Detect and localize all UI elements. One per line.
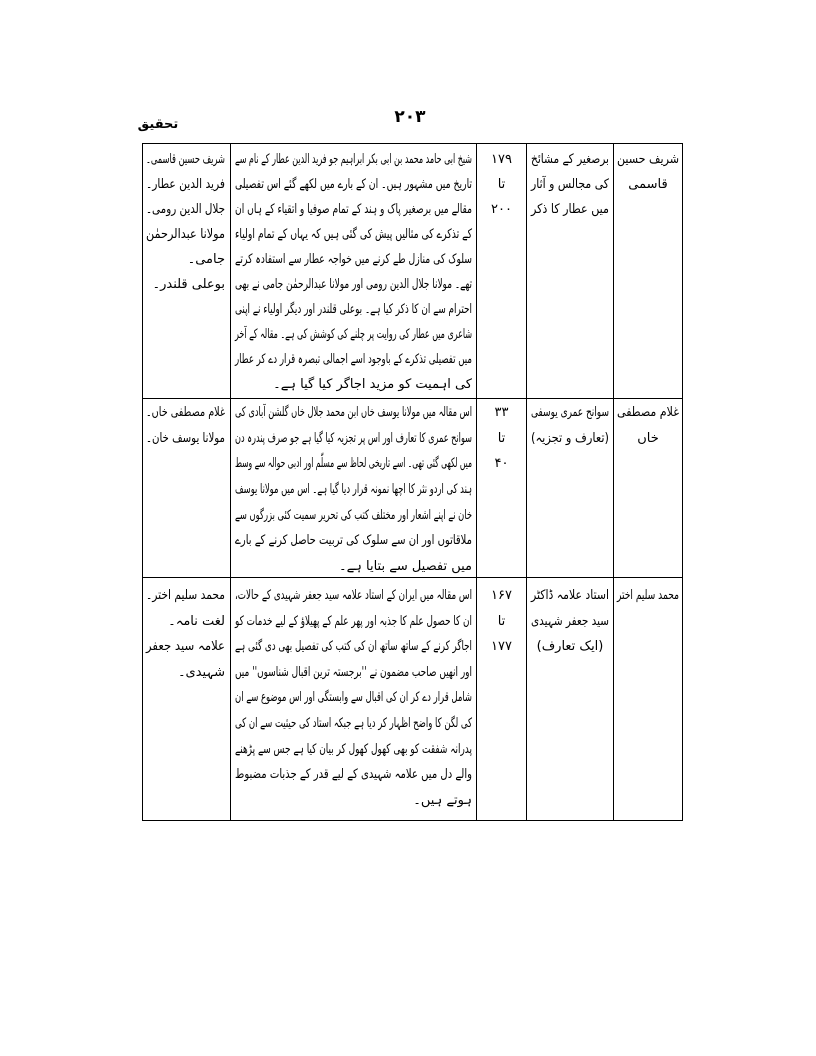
keyword-line: جلال الدین رومی۔ [146,202,225,217]
title-line: (تعارف و تجزیہ) [530,430,609,446]
table-row [143,144,682,398]
pages-line: ۱۷۹ [491,152,512,167]
summary-line: ان کا حصول علم کا جذبہ اور پھر علم کے پھیلاؤ کے لیے خدمات کو [235,613,472,629]
author-cell [613,144,682,398]
summary-line: شیخ ابی حامد محمد بن ابی بکر ابراہیم جو فرید الدین عطار کے نام سے [235,152,472,167]
page-number: ۲۰۳ [394,107,426,127]
summary-line: میں تفصیلی تذکرے کے باوجود اسے اجمالی تبصرہ قرار دے کر عطار [235,352,472,367]
keyword-line: مولانا عبدالرحمٰن [146,227,225,242]
summary-line: پدرانہ شفقت کو بھی کھول کھول کر بیان کیا ہے جس سے پڑھنے [234,741,472,757]
summary-line: مقالے میں برصغیر پاک و ہند کے تمام صوفیا و اتقیاء کے ہاں ان [234,202,472,217]
journal-name: تحقیق [137,117,179,132]
summary-line: والے دل میں علامہ شہیدی کے لیے قدر کے جذبات مضبوط [235,767,472,783]
table-row [143,398,682,577]
summary-cell [230,399,476,577]
author-cell [613,578,682,820]
summary-line: اور انھیں صاحب مضمون نے ''برجستہ ترین اقبال شناسوں'' میں [234,664,472,680]
summary-cell [230,144,476,398]
summary-line: ملاقاتوں اور ان سے سلوک کی تربیت حاصل کرنے کے بارے [235,533,472,549]
articles-table [142,143,683,821]
keyword-line: فرید الدین عطار۔ [146,177,225,192]
summary-line: احترام سے ان کا ذکر کیا ہے۔ بوعلی قلندر اور دیگر اولیاء نے اپنی [235,302,472,317]
title-line: برصغیر کے مشائخ [530,152,609,167]
title-line: کی مجالس و آثار [531,177,609,192]
keywords-cell [143,578,230,820]
title-line: میں عطار کا ذکر [531,202,609,217]
pages-line: ۱۷۷ [491,639,512,655]
pages-line: تا [497,613,506,629]
pages-cell [476,578,526,820]
pages-line: ۳۳ [494,405,509,420]
summary-line: شاعری میں عطار کی روایت پر چلنے کی کوشش کی ہے۔ مقالہ کے آخر [235,327,472,342]
summary-line: اس مقالہ میں مولانا یوسف خاں ابن محمد جلال خاں گلشن آبادی کی [234,405,472,420]
title-cell [526,578,613,820]
table-row [143,577,682,820]
title-cell [526,144,613,398]
summary-line: ہوتے ہیں۔ [413,792,472,808]
author-line: قاسمی [628,177,668,192]
pages-line: ۴۰ [494,456,509,472]
title-cell [526,399,613,577]
summary-line: اجاگر کرنے کے ساتھ ساتھ ان کی کتب کی تفصیل بھی دی گئی ہے [235,639,472,655]
pages-line: ۱۶۷ [491,588,512,603]
pages-line: تا [497,177,506,192]
keyword-line: مولانا یوسف خان۔ [145,430,225,446]
keyword-line: محمد سلیم اختر۔ [146,588,225,603]
summary-line: کی اہمیت کو مزید اجاگر کیا گیا ہے۔ [273,377,472,392]
pages-line: تا [497,430,506,446]
keyword-line: بوعلی قلندر۔ [152,277,225,292]
pages-line: ۲۰۰ [491,202,512,217]
keyword-line: جامی۔ [187,252,225,267]
summary-line: ہند کی اردو نثر کا اچھا نمونہ قرار دیا گیا ہے۔ اس میں مولانا یوسف [235,482,472,498]
pages-cell [476,399,526,577]
summary-line: شامل قرار دے کر ان کی اقبال سے وابستگی اور اس موضوع سے ان [235,690,472,706]
summary-line: میں تفصیل سے بتایا ہے۔ [339,559,472,575]
title-line: (ایک تعارف) [536,639,604,655]
author-line: محمد سلیم اختر [616,588,679,603]
summary-line: سلوک کی منازل طے کرنے میں خواجہ عطار سے استفادہ کرتے [235,252,472,267]
keywords-cell [143,144,230,398]
summary-line: تھے۔ مولانا جلال الدین رومی اور مولانا عبدالرحمٰن جامی نے بھی [235,277,472,292]
author-line: خاں [637,430,659,446]
author-line: شریف حسین [617,152,679,167]
author-cell [613,399,682,577]
summary-line: کی لگن کا واضح اظہار کر دیا ہے جبکہ استاد کی حیثیت سے ان کی [234,715,472,731]
keyword-line: علامہ سید جعفر [145,639,225,655]
summary-line: خان نے اپنے اشعار اور مختلف کتب کی تحریر سمیت کئی بزرگوں سے [235,507,472,523]
keyword-line: شہیدی۔ [177,664,225,680]
keyword-line: لغت نامہ۔ [168,613,225,629]
keyword-line: شریف حسین قاسمی۔ [145,152,225,167]
author-line: غلام مصطفی [616,405,679,420]
keyword-line: غلام مصطفی خاں۔ [145,405,225,420]
title-line: استاد علامہ ڈاکٹر [531,588,609,603]
summary-line: سوانح عمری کا تعارف اور اس پر تجزیہ کیا گیا ہے جو صرف پندرہ دن [235,430,472,446]
summary-line: میں لکھی گئی تھی۔ اسے تاریخی لحاظ سے مسلّم اور ادبی حوالہ سے وسط [235,456,472,472]
pages-cell [476,144,526,398]
title-line: سید جعفر شہیدی [530,613,609,629]
summary-line: اس مقالہ میں ایران کے استاد علامہ سید جعفر شہیدی کے حالات، [234,588,472,603]
summary-cell [230,578,476,820]
keywords-cell [143,399,230,577]
summary-line: تاریخ میں مشہور ہیں۔ ان کے بارے میں لکھے گئے اس تفصیلی [234,177,472,192]
title-line: سوانح عمری یوسفی [531,405,609,420]
summary-line: کے تذکرے کی مثالیں پیش کی گئی ہیں کہ یہاں کے تمام اولیاء [234,227,472,242]
